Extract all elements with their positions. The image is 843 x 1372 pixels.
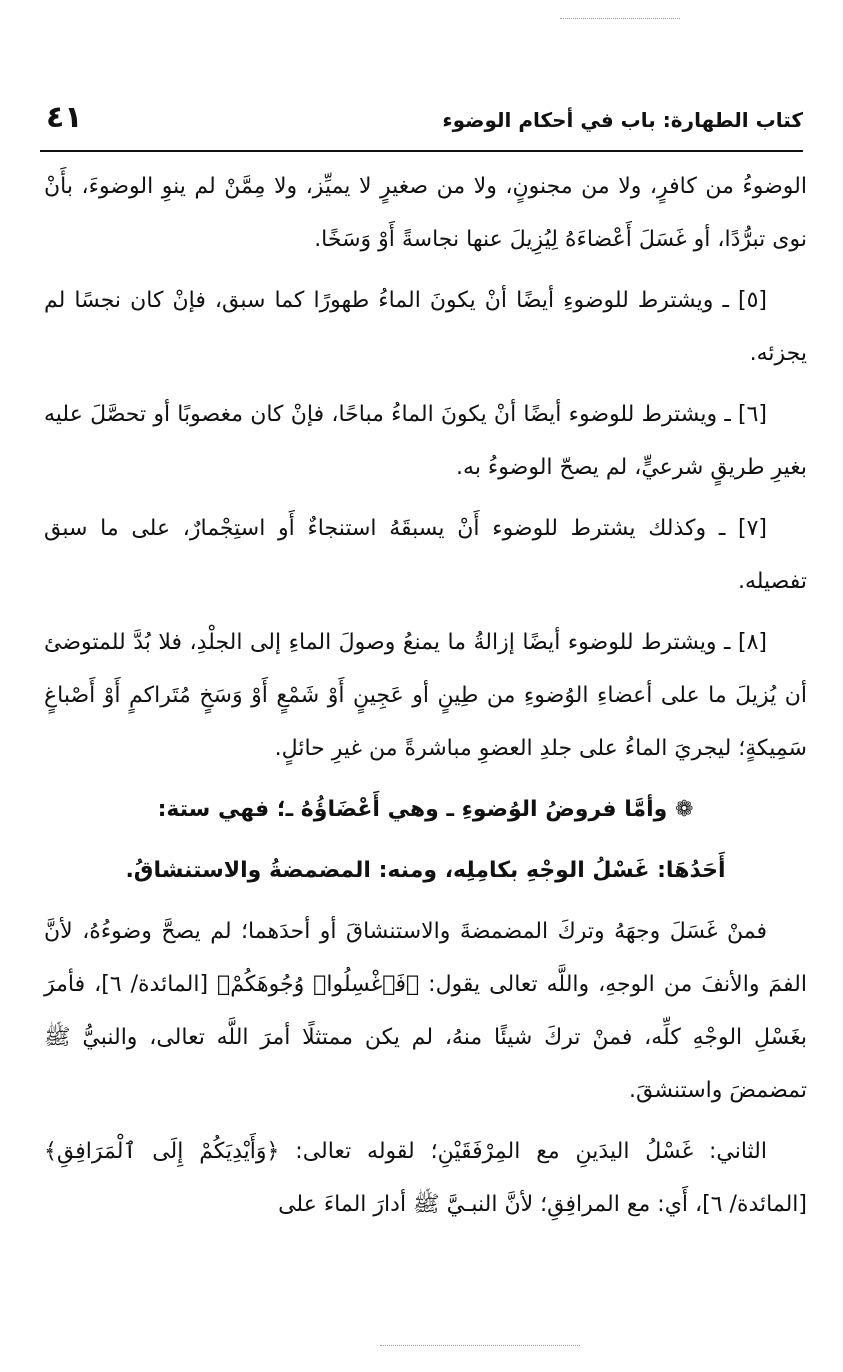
paragraph-condition-7: [٧] ـ وكذلك يشترط للوضوء أَنْ يسبقَهُ استنجاءٌ أَو استِجْمارٌ، على ما سبق تفصيله. <box>44 516 807 594</box>
scan-edge-top <box>560 18 680 19</box>
obligation-first: أَحَدُهَا: غَسْلُ الوجْهِ بكامِلِه، ومنه: المضمضةُ والاستنشاقُ. <box>125 858 726 883</box>
page-header <box>40 100 803 146</box>
page-body <box>44 160 807 1239</box>
paragraph-face-washing: فمنْ غَسَلَ وجهَهُ وتركَ المضمضةَ والاستنشاقَ أو أحدَهما؛ لم يصحَّ وضوءُهُ، لأنَّ الفمَ والأنفَ من الوجهِ، واللَّه تعالى يقول: ﴿فَٱغْسِلُوا۟ وُجُوهَكُمْ﴾ [المائدة/ ٦]، فأمرَ بغَسْلِ الوجْهِ كلِّه، فمنْ تركَ شيئًا منهُ، لم يكن ممتثلًا أمرَ اللَّه تعالى، والنبيُّ ﷺ تمضمضَ واستنشقَ. <box>44 919 807 1103</box>
paragraph-condition-5: [٥] ـ ويشترط للوضوءِ أيضًا أنْ يكونَ الماءُ طهورًا كما سبق، فإنْ كان نجسًا لم يجزئه. <box>44 288 807 366</box>
paragraph-continuation: الوضوءُ من كافرٍ، ولا من مجنونٍ، ولا من صغيرٍ لا يميِّز، ولا مِمَّنْ لم ينوِ الوضوءَ، بأَنْ نوى تبرُّدًا، أو غَسَلَ أَعْضاءَهُ لِيُزِيلَ عنها نجاسةً أَوْ وَسَخًا. <box>44 174 807 252</box>
scan-edge-bottom <box>380 1345 580 1346</box>
header-rule <box>40 150 803 152</box>
running-title: كتاب الطهارة: باب في أحكام الوضوء <box>442 108 803 132</box>
paragraph-second-obligation: الثاني: غَسْلُ اليدَينِ مع المِرْفَقَيْنِ؛ لقوله تعالى: ﴿وَأَيْدِيَكُمْ إِلَى ٱلْمَرَافِقِ﴾ [المائدة/ ٦]، أَي: مع المرافِقِ؛ لأنَّ النبـيَّ ﷺ أدارَ الماءَ على <box>44 1139 807 1217</box>
section-heading-obligations: ❁ وأمَّا فروضُ الوُضوءِ ـ وهي أَعْضَاؤُهُ ـ؛ فهي ستة: <box>157 797 694 822</box>
paragraph-condition-6: [٦] ـ ويشترط للوضوء أيضًا أنْ يكونَ الماءُ مباحًا، فإنْ كان مغصوبًا أو تحصَّلَ عليه بغيرِ طريقٍ شرعيٍّ، لم يصحّ الوضوءُ به. <box>44 402 807 480</box>
page-number: ٤١ <box>46 100 83 135</box>
paragraph-condition-8: [٨] ـ ويشترط للوضوء أيضًا إزالةُ ما يمنعُ وصولَ الماءِ إلى الجلْدِ، فلا بُدَّ للمتوضئ أن يُزيلَ ما على أعضاءِ الوُضوءِ من طِينٍ أو عَجِينٍ أَوْ شَمْعٍ أَوْ وَسَخٍ مُتَراكمٍ أَوْ أَصْباغٍ سَمِيكةٍ؛ ليجريَ الماءُ على جلدِ العضوِ مباشرةً من غيرِ حائلٍ. <box>44 630 807 761</box>
